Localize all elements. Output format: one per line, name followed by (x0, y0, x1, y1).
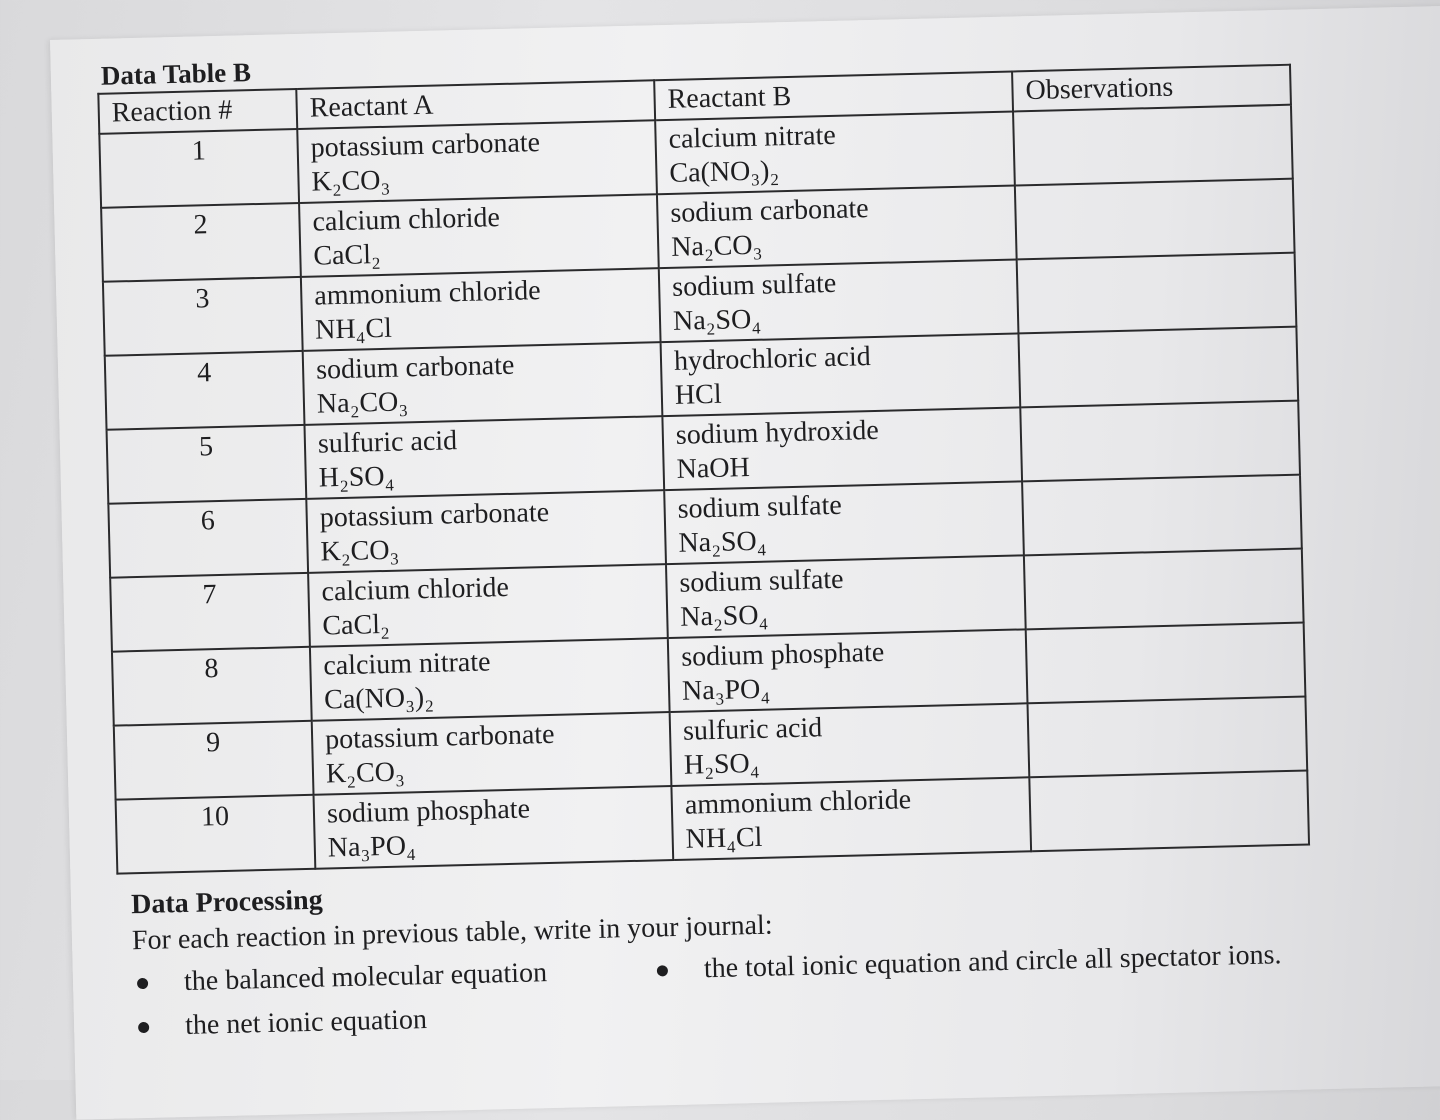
reactant-a-cell (306, 490, 666, 573)
reactant-a-cell (299, 194, 659, 277)
bullet-text: the net ionic equation (184, 1004, 428, 1041)
reactant-name: sodium sulfate (677, 489, 843, 525)
processing-intro: For each reaction in previous table, write in your journal: (131, 909, 773, 957)
reactant-name: sodium sulfate (679, 563, 844, 599)
observations-cell[interactable] (1017, 253, 1297, 334)
reaction-number-cell: 6 (108, 499, 308, 578)
reactant-b-cell (666, 555, 1026, 638)
reactant-name: sodium hydroxide (675, 414, 880, 451)
bullet-dot-icon (137, 977, 148, 988)
data-table-section (97, 32, 1311, 875)
reaction-number-cell: 1 (99, 129, 299, 208)
reaction-number-cell: 8 (112, 647, 312, 726)
reactant-formula: CaCl₂ (322, 608, 391, 642)
reactant-name: hydrochloric acid (673, 341, 872, 377)
reaction-number-cell: 3 (103, 277, 303, 356)
observations-cell[interactable] (1022, 475, 1302, 556)
processing-title: Data Processing (130, 884, 324, 921)
reactant-b-cell (671, 777, 1031, 860)
reaction-number-cell: 2 (101, 203, 301, 282)
reactant-b-cell (661, 333, 1021, 416)
reactant-formula: Na₂CO₃ (670, 229, 763, 263)
reactant-formula: K₂CO₃ (325, 756, 406, 790)
reactant-formula: H₂SO₄ (318, 460, 395, 494)
reaction-number-cell: 5 (107, 425, 307, 504)
header-reactant-a: Reactant A (296, 80, 655, 129)
table-body (99, 105, 1309, 874)
reactant-name: potassium carbonate (324, 718, 555, 756)
reactant-formula: Na₃PO₄ (681, 673, 771, 707)
reactant-formula: HCl (674, 378, 722, 411)
bullet-dot-icon (138, 1021, 149, 1032)
observations-cell[interactable] (1020, 401, 1300, 482)
reactant-name: sodium phosphate (326, 793, 531, 830)
header-observations: Observations (1012, 65, 1291, 112)
bullet-text: the total ionic equation and circle all spectator ions. (703, 939, 1282, 985)
reactant-a-cell (297, 120, 657, 203)
header-reactant-b: Reactant B (654, 72, 1013, 121)
reactant-name: calcium nitrate (322, 646, 491, 682)
reactant-name: ammonium chloride (313, 275, 541, 312)
reactant-b-cell (670, 703, 1030, 786)
bullet-text: the balanced molecular equation (183, 957, 548, 998)
reactant-formula: Ca(NO₃)₂ (323, 681, 435, 716)
data-processing-section (131, 858, 1374, 1046)
reactant-a-cell (314, 786, 674, 869)
reaction-number-cell: 10 (116, 795, 316, 874)
reactant-a-cell (303, 342, 663, 425)
reactant-formula: Ca(NO₃)₂ (669, 155, 780, 189)
reactant-a-cell (312, 712, 672, 795)
list-item (134, 996, 655, 1047)
reactant-formula: K₂CO₃ (320, 534, 400, 568)
reactant-name: calcium nitrate (668, 119, 837, 155)
reactant-formula: Na₂SO₄ (678, 525, 767, 559)
reactant-formula: CaCl₂ (312, 238, 382, 272)
observations-cell[interactable] (1013, 105, 1293, 186)
reactant-name: sulfuric acid (317, 425, 458, 460)
reactant-formula: NH₄Cl (685, 821, 763, 855)
reactant-b-cell (659, 259, 1019, 342)
reactant-a-cell (304, 416, 664, 499)
reactant-name: calcium chloride (321, 571, 510, 608)
reactant-name: calcium chloride (312, 202, 501, 238)
reactant-formula: Na₂CO₃ (316, 386, 409, 420)
observations-cell[interactable] (1015, 179, 1295, 260)
reactant-name: sodium phosphate (680, 636, 885, 673)
reactant-name: sodium sulfate (671, 267, 837, 303)
reactant-formula: NaOH (676, 452, 751, 485)
reaction-number-cell: 7 (110, 573, 310, 652)
reactant-b-cell (655, 111, 1015, 194)
observations-cell[interactable] (1024, 549, 1304, 630)
reactant-a-cell (310, 638, 670, 721)
bullet-dot-icon (657, 965, 668, 976)
reactant-formula: Na₂SO₄ (672, 303, 762, 337)
observations-cell[interactable] (1027, 697, 1307, 778)
reactant-b-cell (668, 629, 1028, 712)
reactant-formula: Na₂SO₄ (679, 599, 769, 633)
worksheet-page (50, 6, 1440, 1120)
reactant-name: sodium carbonate (315, 349, 515, 386)
reactant-b-cell (662, 407, 1022, 490)
reactant-name: potassium carbonate (319, 496, 550, 534)
reactant-formula: NH₄Cl (314, 312, 393, 346)
data-table-b (97, 64, 1310, 875)
reactant-formula: K₂CO₃ (311, 164, 391, 198)
reaction-number-cell: 9 (114, 721, 314, 800)
observations-cell[interactable] (1018, 327, 1298, 408)
table-title: Data Table B (100, 57, 252, 91)
reactant-name: sodium carbonate (670, 193, 870, 229)
observations-cell[interactable] (1026, 623, 1306, 704)
reactant-b-cell (664, 481, 1024, 564)
header-reaction-number: Reaction # (98, 89, 297, 134)
reactant-formula: H₂SO₄ (683, 747, 760, 781)
reaction-number-cell: 4 (105, 351, 305, 430)
reactant-name: potassium carbonate (310, 127, 541, 164)
reactant-formula: Na₃PO₄ (327, 830, 417, 864)
reactant-a-cell (308, 564, 668, 647)
list-item (133, 952, 654, 1003)
reactant-a-cell (301, 268, 661, 351)
reactant-name: ammonium chloride (684, 784, 912, 821)
reactant-name: sulfuric acid (682, 712, 823, 747)
observations-cell[interactable] (1029, 771, 1309, 852)
reactant-b-cell (657, 185, 1017, 268)
